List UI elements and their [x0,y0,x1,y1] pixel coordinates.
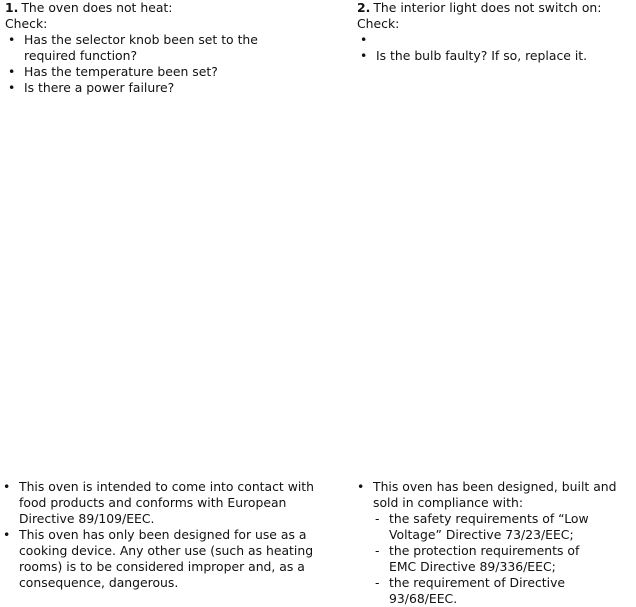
section-2-check-label: Check: [357,16,400,31]
list-item: - the requirement of Directive 93/68/EEC. [373,575,636,607]
list-item: • This oven is intended to come into contact with food products and conforms with European Directive 89/109/EEC. [0,479,330,527]
list-item [357,32,635,48]
footer-left-notes [0,479,330,591]
list-item: • This oven has only been designed for use as a cooking device. Any other use (such as heating rooms) is to be considered improper and, as a consequence, dangerous. [0,527,330,591]
list-item: • Has the temperature been set? [5,64,305,80]
list-item: • Has the selector knob been set to the required function? [5,32,296,64]
list-item: • Is there a power failure? [5,80,305,96]
section-1-number: 1. [5,0,19,15]
section-1-checklist [5,32,305,96]
footer-right-list [354,479,636,607]
list-item: • Is the bulb faulty? If so, replace it. [357,48,635,64]
section-2-title: The interior light does not switch on: [373,0,602,15]
section-1-check-label: Check: [5,16,48,31]
compliance-sublist [373,511,636,607]
section-2-number: 2. [357,0,371,15]
section-light-not-on [357,0,635,64]
section-1-heading [5,0,305,16]
section-oven-not-heating [5,0,305,96]
section-2-checklist [357,32,635,64]
footer-left-list [0,479,330,591]
compliance-intro: This oven has been designed, built and sold in compliance with: [373,479,617,510]
list-item: - the protection requirements of EMC Directive 89/336/EEC; [373,543,589,575]
footer-right-notes [354,479,636,607]
list-item [354,479,636,607]
section-2-heading [357,0,635,16]
section-1-title: The oven does not heat: [21,0,173,15]
list-item: - the safety requirements of “Low Voltage” Directive 73/23/EEC; [373,511,589,543]
